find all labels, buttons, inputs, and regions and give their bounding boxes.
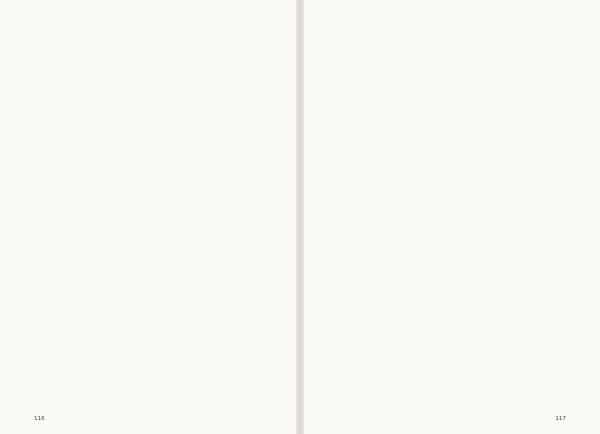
right-page-number: 117 [555,416,566,422]
right-page [304,0,600,434]
left-page-number: 116 [34,416,45,422]
right-footer [551,416,570,422]
left-footer [30,416,49,422]
left-page [0,0,296,434]
book-gutter [296,0,304,434]
